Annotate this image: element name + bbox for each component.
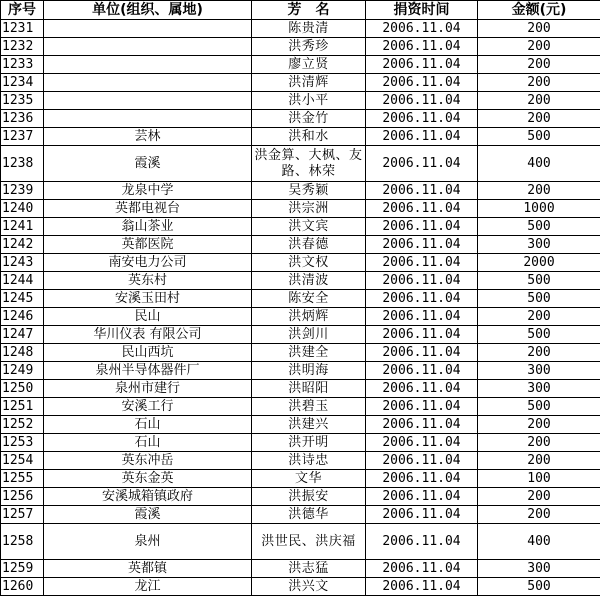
cell-date: 2006.11.04 xyxy=(366,380,478,398)
cell-name: 洪小平 xyxy=(252,92,366,110)
cell-unit: 龙江 xyxy=(44,578,252,596)
cell-date: 2006.11.04 xyxy=(366,236,478,254)
header-date: 捐资时间 xyxy=(366,1,478,20)
cell-name: 洪昭阳 xyxy=(252,380,366,398)
cell-date: 2006.11.04 xyxy=(366,344,478,362)
table-row xyxy=(1,272,600,290)
cell-no: 1257 xyxy=(1,506,44,524)
cell-name: 洪振安 xyxy=(252,488,366,506)
cell-amount: 1000 xyxy=(478,200,600,218)
header-unit: 单位(组织、属地) xyxy=(44,1,252,20)
cell-no: 1242 xyxy=(1,236,44,254)
cell-name: 洪志猛 xyxy=(252,560,366,578)
cell-no: 1254 xyxy=(1,452,44,470)
cell-date: 2006.11.04 xyxy=(366,38,478,56)
cell-unit xyxy=(44,92,252,110)
table-row xyxy=(1,416,600,434)
cell-name: 洪剑川 xyxy=(252,326,366,344)
cell-no: 1249 xyxy=(1,362,44,380)
cell-amount: 200 xyxy=(478,434,600,452)
table-row xyxy=(1,506,600,524)
cell-no: 1234 xyxy=(1,74,44,92)
cell-amount: 2000 xyxy=(478,254,600,272)
cell-unit: 安溪工行 xyxy=(44,398,252,416)
cell-amount: 200 xyxy=(478,92,600,110)
cell-unit xyxy=(44,38,252,56)
cell-amount: 400 xyxy=(478,524,600,560)
table-row xyxy=(1,344,600,362)
cell-amount: 300 xyxy=(478,380,600,398)
table-row xyxy=(1,236,600,254)
cell-date: 2006.11.04 xyxy=(366,452,478,470)
cell-date: 2006.11.04 xyxy=(366,416,478,434)
cell-unit: 英都医院 xyxy=(44,236,252,254)
header-name: 芳 名 xyxy=(252,1,366,20)
cell-unit xyxy=(44,20,252,38)
cell-no: 1260 xyxy=(1,578,44,596)
cell-unit: 华川仪表 有限公司 xyxy=(44,326,252,344)
cell-name: 陈安全 xyxy=(252,290,366,308)
cell-no: 1241 xyxy=(1,218,44,236)
table-row xyxy=(1,74,600,92)
cell-date: 2006.11.04 xyxy=(366,434,478,452)
cell-amount: 500 xyxy=(478,218,600,236)
cell-name: 文华 xyxy=(252,470,366,488)
cell-amount: 100 xyxy=(478,470,600,488)
cell-unit: 安溪城箱镇政府 xyxy=(44,488,252,506)
cell-amount: 200 xyxy=(478,74,600,92)
cell-amount: 400 xyxy=(478,146,600,182)
cell-amount: 200 xyxy=(478,344,600,362)
cell-unit: 芸林 xyxy=(44,128,252,146)
cell-date: 2006.11.04 xyxy=(366,398,478,416)
cell-no: 1240 xyxy=(1,200,44,218)
cell-date: 2006.11.04 xyxy=(366,524,478,560)
table-row xyxy=(1,308,600,326)
cell-unit: 英都镇 xyxy=(44,560,252,578)
cell-amount: 200 xyxy=(478,452,600,470)
cell-name: 吴秀颖 xyxy=(252,182,366,200)
table-row xyxy=(1,182,600,200)
header-amount: 金额(元) xyxy=(478,1,600,20)
cell-date: 2006.11.04 xyxy=(366,92,478,110)
cell-no: 1238 xyxy=(1,146,44,182)
cell-amount: 500 xyxy=(478,272,600,290)
cell-unit: 民山 xyxy=(44,308,252,326)
cell-amount: 200 xyxy=(478,416,600,434)
cell-unit: 霞溪 xyxy=(44,506,252,524)
cell-amount: 200 xyxy=(478,488,600,506)
cell-name: 洪清波 xyxy=(252,272,366,290)
table-body xyxy=(1,20,600,596)
cell-no: 1255 xyxy=(1,470,44,488)
cell-amount: 200 xyxy=(478,38,600,56)
table-row xyxy=(1,524,600,560)
table-row xyxy=(1,20,600,38)
header-row xyxy=(1,1,600,20)
header-no: 序号 xyxy=(1,1,44,20)
cell-date: 2006.11.04 xyxy=(366,128,478,146)
cell-amount: 300 xyxy=(478,560,600,578)
cell-amount: 500 xyxy=(478,326,600,344)
table-row xyxy=(1,578,600,596)
cell-unit: 石山 xyxy=(44,416,252,434)
cell-no: 1235 xyxy=(1,92,44,110)
cell-name: 洪和水 xyxy=(252,128,366,146)
cell-name: 洪金竹 xyxy=(252,110,366,128)
cell-no: 1253 xyxy=(1,434,44,452)
cell-name: 洪炳辉 xyxy=(252,308,366,326)
table-row xyxy=(1,200,600,218)
cell-unit: 英东村 xyxy=(44,272,252,290)
cell-unit: 民山西坑 xyxy=(44,344,252,362)
cell-name: 洪碧玉 xyxy=(252,398,366,416)
cell-date: 2006.11.04 xyxy=(366,362,478,380)
cell-no: 1250 xyxy=(1,380,44,398)
cell-unit: 石山 xyxy=(44,434,252,452)
cell-amount: 200 xyxy=(478,56,600,74)
table-row xyxy=(1,218,600,236)
cell-date: 2006.11.04 xyxy=(366,578,478,596)
cell-no: 1252 xyxy=(1,416,44,434)
cell-unit: 英东金英 xyxy=(44,470,252,488)
cell-unit xyxy=(44,56,252,74)
cell-name: 洪文权 xyxy=(252,254,366,272)
cell-no: 1239 xyxy=(1,182,44,200)
cell-amount: 500 xyxy=(478,398,600,416)
cell-name: 洪清辉 xyxy=(252,74,366,92)
cell-no: 1246 xyxy=(1,308,44,326)
cell-unit xyxy=(44,110,252,128)
cell-name: 洪德华 xyxy=(252,506,366,524)
cell-name: 洪金算、大枫、友路、林荣 xyxy=(252,146,366,182)
cell-name: 洪明海 xyxy=(252,362,366,380)
cell-amount: 300 xyxy=(478,236,600,254)
cell-unit: 安溪玉田村 xyxy=(44,290,252,308)
table-row xyxy=(1,326,600,344)
cell-no: 1233 xyxy=(1,56,44,74)
cell-date: 2006.11.04 xyxy=(366,254,478,272)
cell-unit xyxy=(44,74,252,92)
cell-date: 2006.11.04 xyxy=(366,74,478,92)
cell-name: 洪兴文 xyxy=(252,578,366,596)
cell-no: 1243 xyxy=(1,254,44,272)
cell-no: 1237 xyxy=(1,128,44,146)
cell-amount: 200 xyxy=(478,308,600,326)
table-row xyxy=(1,254,600,272)
cell-no: 1231 xyxy=(1,20,44,38)
cell-unit: 泉州 xyxy=(44,524,252,560)
cell-name: 陈贵清 xyxy=(252,20,366,38)
cell-date: 2006.11.04 xyxy=(366,218,478,236)
cell-amount: 500 xyxy=(478,128,600,146)
cell-unit: 霞溪 xyxy=(44,146,252,182)
cell-no: 1247 xyxy=(1,326,44,344)
cell-name: 洪诗忠 xyxy=(252,452,366,470)
cell-name: 洪秀珍 xyxy=(252,38,366,56)
cell-date: 2006.11.04 xyxy=(366,470,478,488)
table-row xyxy=(1,380,600,398)
cell-amount: 200 xyxy=(478,110,600,128)
cell-unit: 南安电力公司 xyxy=(44,254,252,272)
cell-no: 1248 xyxy=(1,344,44,362)
table-row xyxy=(1,146,600,182)
table-row xyxy=(1,110,600,128)
cell-amount: 200 xyxy=(478,506,600,524)
cell-date: 2006.11.04 xyxy=(366,506,478,524)
cell-date: 2006.11.04 xyxy=(366,20,478,38)
table-row xyxy=(1,470,600,488)
cell-name: 洪春德 xyxy=(252,236,366,254)
cell-name: 廖立贤 xyxy=(252,56,366,74)
cell-unit: 英东冲岳 xyxy=(44,452,252,470)
cell-date: 2006.11.04 xyxy=(366,488,478,506)
table-row xyxy=(1,290,600,308)
cell-unit: 龙泉中学 xyxy=(44,182,252,200)
table-row xyxy=(1,488,600,506)
table-row xyxy=(1,92,600,110)
cell-name: 洪开明 xyxy=(252,434,366,452)
cell-date: 2006.11.04 xyxy=(366,110,478,128)
cell-no: 1251 xyxy=(1,398,44,416)
cell-unit: 泉州市建行 xyxy=(44,380,252,398)
cell-no: 1245 xyxy=(1,290,44,308)
cell-date: 2006.11.04 xyxy=(366,290,478,308)
table-row xyxy=(1,38,600,56)
cell-no: 1258 xyxy=(1,524,44,560)
cell-date: 2006.11.04 xyxy=(366,200,478,218)
cell-no: 1232 xyxy=(1,38,44,56)
cell-no: 1256 xyxy=(1,488,44,506)
table-row xyxy=(1,128,600,146)
cell-name: 洪建兴 xyxy=(252,416,366,434)
cell-no: 1236 xyxy=(1,110,44,128)
cell-amount: 300 xyxy=(478,362,600,380)
table-row xyxy=(1,560,600,578)
cell-amount: 200 xyxy=(478,20,600,38)
cell-unit: 翁山茶业 xyxy=(44,218,252,236)
table-row xyxy=(1,362,600,380)
cell-unit: 泉州半导体器件厂 xyxy=(44,362,252,380)
cell-name: 洪建全 xyxy=(252,344,366,362)
cell-name: 洪世民、洪庆福 xyxy=(252,524,366,560)
table-row xyxy=(1,434,600,452)
cell-date: 2006.11.04 xyxy=(366,272,478,290)
cell-date: 2006.11.04 xyxy=(366,146,478,182)
cell-no: 1259 xyxy=(1,560,44,578)
cell-amount: 200 xyxy=(478,182,600,200)
table-row xyxy=(1,452,600,470)
cell-name: 洪文宾 xyxy=(252,218,366,236)
cell-no: 1244 xyxy=(1,272,44,290)
cell-amount: 500 xyxy=(478,290,600,308)
cell-date: 2006.11.04 xyxy=(366,308,478,326)
table-row xyxy=(1,398,600,416)
cell-unit: 英都电视台 xyxy=(44,200,252,218)
cell-date: 2006.11.04 xyxy=(366,56,478,74)
table-row xyxy=(1,56,600,74)
cell-amount: 500 xyxy=(478,578,600,596)
cell-date: 2006.11.04 xyxy=(366,560,478,578)
cell-name: 洪宗洲 xyxy=(252,200,366,218)
cell-date: 2006.11.04 xyxy=(366,182,478,200)
cell-date: 2006.11.04 xyxy=(366,326,478,344)
